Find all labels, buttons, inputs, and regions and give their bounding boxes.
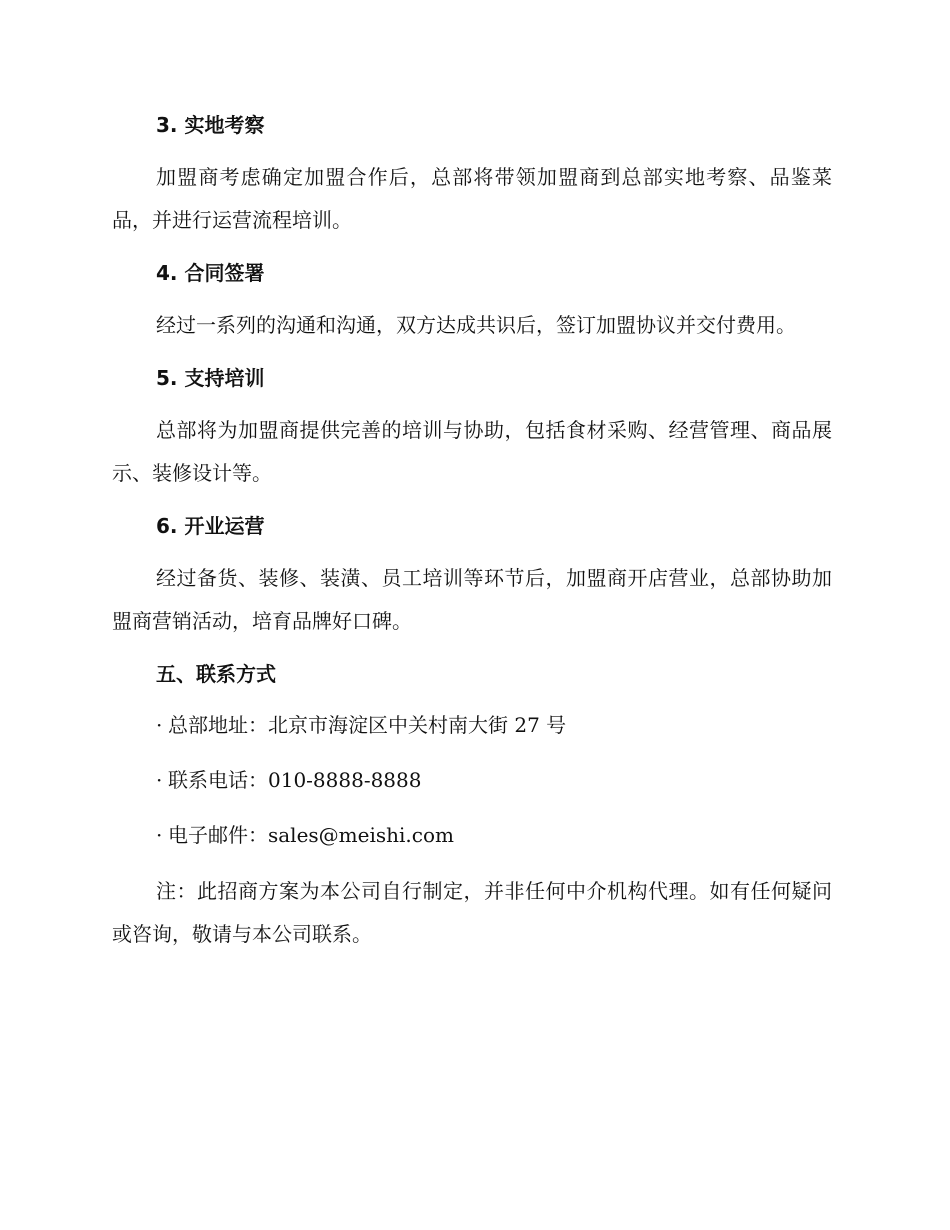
contact-item-email [156,815,832,855]
contact-phone-text: 联系电话：010-8888-8888 [168,768,422,792]
disclaimer-note: 注：此招商方案为本公司自行制定，并非任何中介机构代理。如有任何疑问或咨询，敬请与本公司联系。 [112,879,832,946]
contact-item-phone [156,760,832,800]
section-heading-training: 5. 支持培训 [156,366,265,390]
contact-item-address [156,705,832,745]
bullet-dot: · [156,713,163,737]
contact-heading: 五、联系方式 [156,662,276,686]
contact-address-text: 总部地址：北京市海淀区中关村南大街 27 号 [168,713,567,737]
document-page [112,108,832,970]
section-body-contract: 经过一系列的沟通和沟通，双方达成共识后，签订加盟协议并交付费用。 [156,313,796,337]
contact-email-text: 电子邮件：sales@meishi.com [168,823,454,847]
bullet-dot: · [156,823,163,847]
section-heading-opening: 6. 开业运营 [156,514,265,538]
section-body-opening: 经过备货、装修、装潢、员工培训等环节后，加盟商开店营业，总部协助加盟商营销活动，培育品牌好口碑。 [112,566,832,633]
bullet-dot: · [156,768,163,792]
section-body-training: 总部将为加盟商提供完善的培训与协助，包括食材采购、经营管理、商品展示、装修设计等。 [112,418,832,485]
section-heading-contract: 4. 合同签署 [156,261,265,285]
section-body-site-visit: 加盟商考虑确定加盟合作后，总部将带领加盟商到总部实地考察、品鉴菜品，并进行运营流程培训。 [112,165,832,232]
section-heading-site-visit: 3. 实地考察 [156,113,265,137]
